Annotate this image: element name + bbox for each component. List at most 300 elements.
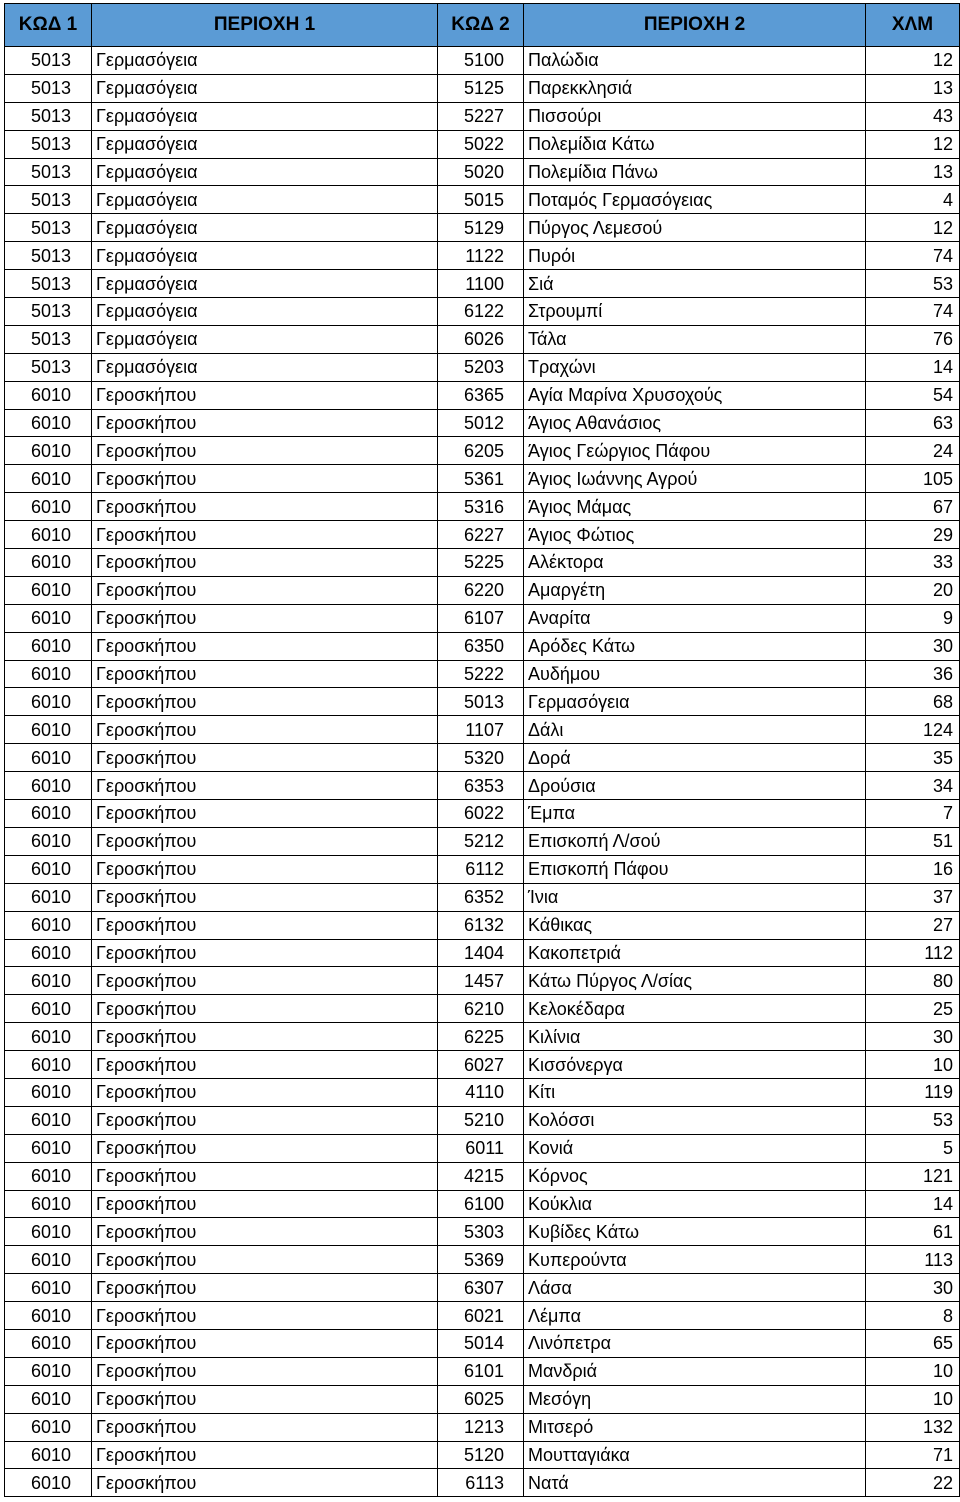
cell-area-2: Ποταμός Γερμασόγειας	[524, 186, 866, 214]
cell-area-2: Λινόπετρα	[524, 1329, 866, 1357]
cell-code-1: 6010	[5, 660, 92, 688]
cell-area-2: Επισκοπή Λ/σού	[524, 827, 866, 855]
table-row	[5, 1441, 960, 1469]
cell-area-1: Γεροσκήπου	[92, 911, 438, 939]
cell-km: 12	[866, 47, 960, 75]
cell-code-2: 4110	[438, 1078, 524, 1106]
cell-area-1: Γεροσκήπου	[92, 1246, 438, 1274]
table-row	[5, 465, 960, 493]
cell-code-2: 6227	[438, 521, 524, 549]
cell-code-1: 6010	[5, 939, 92, 967]
table-row	[5, 270, 960, 298]
cell-area-2: Λάσα	[524, 1274, 866, 1302]
header-row	[5, 4, 960, 47]
cell-area-2: Κόρνος	[524, 1162, 866, 1190]
cell-km: 124	[866, 716, 960, 744]
cell-code-1: 6010	[5, 967, 92, 995]
table-row	[5, 855, 960, 883]
table-row	[5, 130, 960, 158]
cell-km: 9	[866, 604, 960, 632]
cell-area-1: Γερμασόγεια	[92, 298, 438, 326]
cell-km: 5	[866, 1134, 960, 1162]
cell-area-2: Αυδήμου	[524, 660, 866, 688]
table-row	[5, 549, 960, 577]
table-row	[5, 576, 960, 604]
cell-code-1: 6010	[5, 1134, 92, 1162]
cell-km: 80	[866, 967, 960, 995]
cell-area-1: Γεροσκήπου	[92, 1274, 438, 1302]
cell-area-2: Κάθικας	[524, 911, 866, 939]
cell-code-1: 6010	[5, 995, 92, 1023]
cell-area-1: Γερμασόγεια	[92, 74, 438, 102]
cell-code-2: 6025	[438, 1385, 524, 1413]
table-header	[5, 4, 960, 47]
cell-area-2: Πολεμίδια Πάνω	[524, 158, 866, 186]
cell-area-2: Πυρόι	[524, 242, 866, 270]
cell-km: 30	[866, 632, 960, 660]
table-row	[5, 493, 960, 521]
cell-code-1: 6010	[5, 800, 92, 828]
cell-code-1: 6010	[5, 1274, 92, 1302]
cell-km: 121	[866, 1162, 960, 1190]
cell-code-1: 6010	[5, 1051, 92, 1079]
cell-km: 7	[866, 800, 960, 828]
cell-km: 67	[866, 493, 960, 521]
cell-area-1: Γεροσκήπου	[92, 939, 438, 967]
cell-code-2: 6225	[438, 1023, 524, 1051]
cell-area-1: Γεροσκήπου	[92, 883, 438, 911]
cell-area-2: Κυπερούντα	[524, 1246, 866, 1274]
cell-km: 113	[866, 1246, 960, 1274]
cell-code-2: 6113	[438, 1469, 524, 1497]
cell-code-2: 1457	[438, 967, 524, 995]
cell-code-2: 5012	[438, 409, 524, 437]
table-row	[5, 1134, 960, 1162]
cell-area-1: Γερμασόγεια	[92, 186, 438, 214]
cell-area-1: Γεροσκήπου	[92, 465, 438, 493]
cell-code-1: 5013	[5, 242, 92, 270]
table-row	[5, 1023, 960, 1051]
cell-code-2: 5129	[438, 214, 524, 242]
cell-km: 43	[866, 102, 960, 130]
cell-km: 13	[866, 74, 960, 102]
cell-km: 37	[866, 883, 960, 911]
table-body	[5, 47, 960, 1497]
cell-area-2: Στρουμπί	[524, 298, 866, 326]
cell-km: 35	[866, 744, 960, 772]
cell-km: 74	[866, 298, 960, 326]
cell-code-2: 6021	[438, 1302, 524, 1330]
cell-km: 105	[866, 465, 960, 493]
cell-code-2: 5225	[438, 549, 524, 577]
cell-area-2: Μεσόγη	[524, 1385, 866, 1413]
cell-km: 34	[866, 772, 960, 800]
cell-code-2: 6350	[438, 632, 524, 660]
table-row	[5, 1469, 960, 1497]
cell-km: 74	[866, 242, 960, 270]
distance-table	[4, 3, 960, 1497]
cell-area-1: Γερμασόγεια	[92, 242, 438, 270]
cell-code-1: 5013	[5, 158, 92, 186]
cell-area-2: Κίτι	[524, 1078, 866, 1106]
cell-area-1: Γεροσκήπου	[92, 381, 438, 409]
header-area-2: ΠΕΡΙΟΧΗ 2	[524, 4, 866, 47]
cell-code-1: 6010	[5, 1190, 92, 1218]
cell-code-2: 6011	[438, 1134, 524, 1162]
cell-code-2: 1213	[438, 1413, 524, 1441]
cell-area-1: Γεροσκήπου	[92, 967, 438, 995]
cell-code-1: 5013	[5, 102, 92, 130]
header-area-1: ΠΕΡΙΟΧΗ 1	[92, 4, 438, 47]
cell-code-2: 5361	[438, 465, 524, 493]
table-row	[5, 437, 960, 465]
table-row	[5, 298, 960, 326]
cell-km: 25	[866, 995, 960, 1023]
table-row	[5, 409, 960, 437]
cell-area-1: Γεροσκήπου	[92, 576, 438, 604]
cell-code-1: 5013	[5, 130, 92, 158]
cell-area-1: Γερμασόγεια	[92, 47, 438, 75]
cell-area-2: Κυβίδες Κάτω	[524, 1218, 866, 1246]
cell-area-2: Γερμασόγεια	[524, 688, 866, 716]
cell-code-1: 6010	[5, 1218, 92, 1246]
cell-code-1: 6010	[5, 493, 92, 521]
table-row	[5, 74, 960, 102]
cell-code-1: 6010	[5, 1246, 92, 1274]
cell-km: 22	[866, 1469, 960, 1497]
cell-area-2: Πολεμίδια Κάτω	[524, 130, 866, 158]
cell-area-2: Κιλίνια	[524, 1023, 866, 1051]
header-code-2: ΚΩΔ 2	[438, 4, 524, 47]
cell-area-1: Γερμασόγεια	[92, 214, 438, 242]
cell-code-2: 5203	[438, 353, 524, 381]
cell-area-1: Γεροσκήπου	[92, 1190, 438, 1218]
cell-area-2: Αλέκτορα	[524, 549, 866, 577]
cell-area-2: Κάτω Πύργος Λ/σίας	[524, 967, 866, 995]
cell-code-2: 5316	[438, 493, 524, 521]
cell-area-2: Κελοκέδαρα	[524, 995, 866, 1023]
cell-km: 14	[866, 1190, 960, 1218]
cell-code-1: 6010	[5, 1329, 92, 1357]
cell-code-1: 5013	[5, 186, 92, 214]
table-row	[5, 1051, 960, 1079]
cell-km: 12	[866, 130, 960, 158]
cell-area-1: Γεροσκήπου	[92, 827, 438, 855]
cell-code-1: 6010	[5, 381, 92, 409]
cell-code-2: 5013	[438, 688, 524, 716]
cell-code-1: 6010	[5, 549, 92, 577]
cell-code-2: 5125	[438, 74, 524, 102]
cell-code-1: 6010	[5, 1106, 92, 1134]
cell-km: 20	[866, 576, 960, 604]
cell-code-1: 6010	[5, 632, 92, 660]
table-row	[5, 967, 960, 995]
cell-code-2: 6205	[438, 437, 524, 465]
cell-km: 119	[866, 1078, 960, 1106]
cell-km: 10	[866, 1051, 960, 1079]
cell-km: 61	[866, 1218, 960, 1246]
cell-area-2: Μιτσερό	[524, 1413, 866, 1441]
table-row	[5, 1413, 960, 1441]
cell-code-2: 5100	[438, 47, 524, 75]
cell-area-1: Γεροσκήπου	[92, 1051, 438, 1079]
cell-area-1: Γερμασόγεια	[92, 353, 438, 381]
cell-area-1: Γεροσκήπου	[92, 409, 438, 437]
table-row	[5, 1190, 960, 1218]
cell-code-2: 6353	[438, 772, 524, 800]
cell-area-1: Γερμασόγεια	[92, 325, 438, 353]
cell-km: 10	[866, 1385, 960, 1413]
header-km: ΧΛΜ	[866, 4, 960, 47]
cell-area-2: Δορά	[524, 744, 866, 772]
cell-km: 27	[866, 911, 960, 939]
cell-area-1: Γεροσκήπου	[92, 660, 438, 688]
cell-area-1: Γεροσκήπου	[92, 1469, 438, 1497]
cell-code-1: 5013	[5, 270, 92, 298]
cell-area-1: Γεροσκήπου	[92, 521, 438, 549]
cell-code-1: 6010	[5, 604, 92, 632]
cell-area-2: Νατά	[524, 1469, 866, 1497]
cell-code-2: 6101	[438, 1357, 524, 1385]
table-row	[5, 800, 960, 828]
cell-area-2: Αμαργέτη	[524, 576, 866, 604]
table-row	[5, 716, 960, 744]
cell-area-2: Δρούσια	[524, 772, 866, 800]
cell-code-1: 6010	[5, 855, 92, 883]
cell-code-2: 5227	[438, 102, 524, 130]
cell-area-1: Γεροσκήπου	[92, 1302, 438, 1330]
cell-area-2: Ίνια	[524, 883, 866, 911]
cell-km: 8	[866, 1302, 960, 1330]
table-row	[5, 325, 960, 353]
cell-area-1: Γεροσκήπου	[92, 1413, 438, 1441]
cell-code-2: 5222	[438, 660, 524, 688]
cell-code-1: 6010	[5, 576, 92, 604]
cell-code-2: 1404	[438, 939, 524, 967]
table-row	[5, 632, 960, 660]
cell-code-1: 6010	[5, 521, 92, 549]
cell-code-1: 6010	[5, 1469, 92, 1497]
table-row	[5, 911, 960, 939]
cell-km: 53	[866, 1106, 960, 1134]
cell-area-2: Πισσούρι	[524, 102, 866, 130]
table-row	[5, 1246, 960, 1274]
cell-km: 68	[866, 688, 960, 716]
cell-area-2: Πύργος Λεμεσού	[524, 214, 866, 242]
cell-code-2: 5014	[438, 1329, 524, 1357]
table-row	[5, 102, 960, 130]
cell-code-2: 6122	[438, 298, 524, 326]
cell-area-2: Άγιος Αθανάσιος	[524, 409, 866, 437]
cell-area-2: Κούκλια	[524, 1190, 866, 1218]
cell-code-2: 1122	[438, 242, 524, 270]
cell-code-2: 5120	[438, 1441, 524, 1469]
table-row	[5, 186, 960, 214]
cell-area-1: Γεροσκήπου	[92, 716, 438, 744]
cell-area-2: Άγιος Ιωάννης Αγρού	[524, 465, 866, 493]
table-row	[5, 158, 960, 186]
cell-code-1: 6010	[5, 465, 92, 493]
table-row	[5, 381, 960, 409]
table-row	[5, 1329, 960, 1357]
cell-code-2: 5303	[438, 1218, 524, 1246]
cell-code-1: 6010	[5, 1078, 92, 1106]
cell-code-1: 6010	[5, 1357, 92, 1385]
cell-code-2: 6132	[438, 911, 524, 939]
cell-km: 16	[866, 855, 960, 883]
cell-code-1: 6010	[5, 883, 92, 911]
cell-area-1: Γεροσκήπου	[92, 1134, 438, 1162]
table-row	[5, 242, 960, 270]
cell-area-1: Γεροσκήπου	[92, 688, 438, 716]
cell-km: 36	[866, 660, 960, 688]
cell-km: 24	[866, 437, 960, 465]
cell-code-2: 6112	[438, 855, 524, 883]
cell-km: 29	[866, 521, 960, 549]
cell-code-1: 6010	[5, 772, 92, 800]
table-row	[5, 1106, 960, 1134]
cell-km: 63	[866, 409, 960, 437]
cell-area-2: Επισκοπή Πάφου	[524, 855, 866, 883]
cell-code-1: 5013	[5, 47, 92, 75]
cell-code-2: 6220	[438, 576, 524, 604]
cell-km: 4	[866, 186, 960, 214]
cell-area-2: Τραχώνι	[524, 353, 866, 381]
cell-code-1: 5013	[5, 298, 92, 326]
cell-area-2: Μανδριά	[524, 1357, 866, 1385]
cell-area-2: Σιά	[524, 270, 866, 298]
cell-code-2: 6210	[438, 995, 524, 1023]
cell-area-1: Γεροσκήπου	[92, 744, 438, 772]
cell-area-2: Αναρίτα	[524, 604, 866, 632]
cell-area-1: Γερμασόγεια	[92, 130, 438, 158]
cell-area-2: Αρόδες Κάτω	[524, 632, 866, 660]
cell-area-2: Κολόσσι	[524, 1106, 866, 1134]
cell-area-2: Κισσόνεργα	[524, 1051, 866, 1079]
cell-km: 53	[866, 270, 960, 298]
cell-code-1: 5013	[5, 353, 92, 381]
cell-code-1: 6010	[5, 409, 92, 437]
cell-area-2: Άγιος Γεώργιος Πάφου	[524, 437, 866, 465]
table-row	[5, 1078, 960, 1106]
header-code-1: ΚΩΔ 1	[5, 4, 92, 47]
cell-area-2: Άγιος Μάμας	[524, 493, 866, 521]
cell-code-2: 5210	[438, 1106, 524, 1134]
cell-code-2: 6100	[438, 1190, 524, 1218]
table-row	[5, 939, 960, 967]
table-row	[5, 883, 960, 911]
cell-area-1: Γεροσκήπου	[92, 493, 438, 521]
cell-area-1: Γεροσκήπου	[92, 1162, 438, 1190]
cell-km: 30	[866, 1023, 960, 1051]
cell-km: 71	[866, 1441, 960, 1469]
cell-code-2: 6026	[438, 325, 524, 353]
cell-code-2: 5320	[438, 744, 524, 772]
table-row	[5, 688, 960, 716]
table-row	[5, 1302, 960, 1330]
cell-area-1: Γεροσκήπου	[92, 1023, 438, 1051]
cell-area-2: Δάλι	[524, 716, 866, 744]
cell-area-1: Γεροσκήπου	[92, 1357, 438, 1385]
cell-area-1: Γεροσκήπου	[92, 604, 438, 632]
cell-code-2: 6365	[438, 381, 524, 409]
table-row	[5, 1357, 960, 1385]
cell-code-1: 5013	[5, 214, 92, 242]
table-row	[5, 353, 960, 381]
cell-area-1: Γερμασόγεια	[92, 158, 438, 186]
cell-km: 51	[866, 827, 960, 855]
cell-code-2: 4215	[438, 1162, 524, 1190]
cell-area-1: Γεροσκήπου	[92, 1106, 438, 1134]
cell-code-1: 6010	[5, 1441, 92, 1469]
cell-code-2: 1107	[438, 716, 524, 744]
cell-area-1: Γεροσκήπου	[92, 1218, 438, 1246]
cell-area-2: Κακοπετριά	[524, 939, 866, 967]
cell-code-2: 5212	[438, 827, 524, 855]
cell-km: 10	[866, 1357, 960, 1385]
cell-area-2: Παλώδια	[524, 47, 866, 75]
cell-area-1: Γεροσκήπου	[92, 772, 438, 800]
cell-area-2: Τάλα	[524, 325, 866, 353]
cell-area-2: Παρεκκλησιά	[524, 74, 866, 102]
cell-code-1: 6010	[5, 1413, 92, 1441]
table-row	[5, 1218, 960, 1246]
cell-km: 132	[866, 1413, 960, 1441]
cell-code-1: 6010	[5, 744, 92, 772]
cell-code-2: 6352	[438, 883, 524, 911]
cell-km: 14	[866, 353, 960, 381]
cell-code-1: 6010	[5, 911, 92, 939]
table-row	[5, 660, 960, 688]
cell-area-1: Γεροσκήπου	[92, 1385, 438, 1413]
cell-code-1: 5013	[5, 325, 92, 353]
cell-area-1: Γεροσκήπου	[92, 549, 438, 577]
cell-area-1: Γεροσκήπου	[92, 800, 438, 828]
cell-code-2: 6027	[438, 1051, 524, 1079]
cell-code-1: 6010	[5, 1162, 92, 1190]
cell-code-1: 6010	[5, 716, 92, 744]
cell-area-2: Λέμπα	[524, 1302, 866, 1330]
cell-area-1: Γεροσκήπου	[92, 995, 438, 1023]
table-row	[5, 1162, 960, 1190]
cell-km: 112	[866, 939, 960, 967]
cell-area-2: Αγία Μαρίνα Χρυσοχούς	[524, 381, 866, 409]
cell-area-1: Γερμασόγεια	[92, 270, 438, 298]
cell-code-2: 6107	[438, 604, 524, 632]
cell-km: 13	[866, 158, 960, 186]
table-row	[5, 604, 960, 632]
cell-code-2: 1100	[438, 270, 524, 298]
cell-km: 65	[866, 1329, 960, 1357]
cell-code-1: 6010	[5, 1302, 92, 1330]
cell-area-1: Γεροσκήπου	[92, 437, 438, 465]
cell-code-2: 5369	[438, 1246, 524, 1274]
cell-code-2: 6022	[438, 800, 524, 828]
cell-code-2: 5015	[438, 186, 524, 214]
cell-area-2: Μουτταγιάκα	[524, 1441, 866, 1469]
cell-area-2: Έμπα	[524, 800, 866, 828]
cell-km: 76	[866, 325, 960, 353]
cell-code-1: 5013	[5, 74, 92, 102]
cell-code-2: 5020	[438, 158, 524, 186]
cell-area-2: Άγιος Φώτιος	[524, 521, 866, 549]
table-row	[5, 744, 960, 772]
table-row	[5, 47, 960, 75]
cell-km: 33	[866, 549, 960, 577]
table-row	[5, 521, 960, 549]
cell-km: 12	[866, 214, 960, 242]
table-row	[5, 995, 960, 1023]
